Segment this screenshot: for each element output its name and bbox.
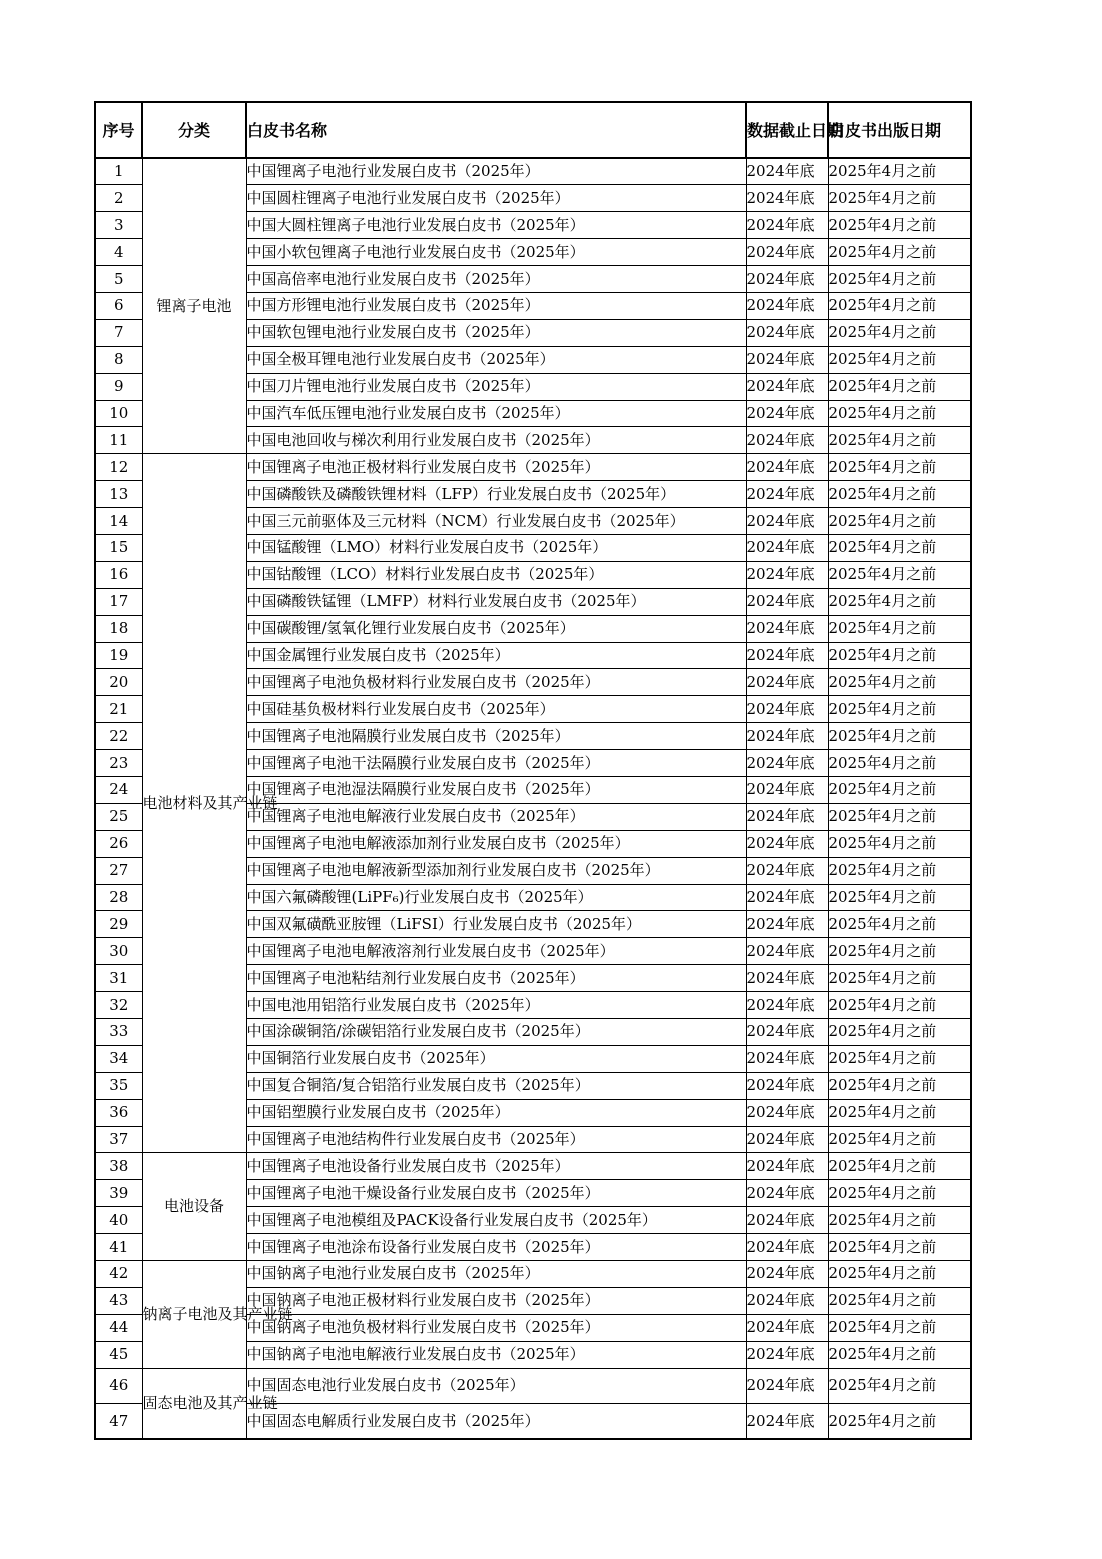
whitepaper-name: 中国固态电池行业发展白皮书（2025年）: [246, 1368, 746, 1404]
whitepaper-name: 中国磷酸铁及磷酸铁锂材料（LFP）行业发展白皮书（2025年）: [246, 481, 746, 508]
row-index: 35: [95, 1072, 142, 1099]
row-index: 15: [95, 534, 142, 561]
publish-date: 2025年4月之前: [828, 1368, 971, 1404]
publish-date: 2025年4月之前: [828, 1207, 971, 1234]
cutoff-date: 2024年底: [746, 319, 828, 346]
row-index: 16: [95, 561, 142, 588]
publish-date: 2025年4月之前: [828, 911, 971, 938]
cutoff-date: 2024年底: [746, 857, 828, 884]
row-index: 41: [95, 1234, 142, 1261]
publish-date: 2025年4月之前: [828, 1314, 971, 1341]
publish-date: 2025年4月之前: [828, 561, 971, 588]
publish-date: 2025年4月之前: [828, 1072, 971, 1099]
whitepaper-name: 中国方形锂电池行业发展白皮书（2025年）: [246, 292, 746, 319]
publish-date: 2025年4月之前: [828, 857, 971, 884]
row-index: 43: [95, 1287, 142, 1314]
whitepaper-name: 中国软包锂电池行业发展白皮书（2025年）: [246, 319, 746, 346]
publish-date: 2025年4月之前: [828, 938, 971, 965]
whitepaper-name: 中国锂离子电池电解液新型添加剂行业发展白皮书（2025年）: [246, 857, 746, 884]
cutoff-date: 2024年底: [746, 1207, 828, 1234]
row-index: 13: [95, 481, 142, 508]
row-index: 37: [95, 1126, 142, 1153]
row-index: 46: [95, 1368, 142, 1404]
category-cell: 电池设备: [142, 1153, 246, 1261]
row-index: 26: [95, 830, 142, 857]
cutoff-date: 2024年底: [746, 1341, 828, 1368]
cutoff-date: 2024年底: [746, 965, 828, 992]
publish-date: 2025年4月之前: [828, 1234, 971, 1261]
whitepaper-name: 中国小软包锂离子电池行业发展白皮书（2025年）: [246, 239, 746, 266]
row-index: 11: [95, 427, 142, 454]
whitepaper-name: 中国锰酸锂（LMO）材料行业发展白皮书（2025年）: [246, 534, 746, 561]
publish-date: 2025年4月之前: [828, 212, 971, 239]
row-index: 25: [95, 803, 142, 830]
row-index: 21: [95, 696, 142, 723]
publish-date: 2025年4月之前: [828, 158, 971, 185]
whitepaper-name: 中国钠离子电池负极材料行业发展白皮书（2025年）: [246, 1314, 746, 1341]
publish-date: 2025年4月之前: [828, 292, 971, 319]
header-row: [95, 102, 971, 158]
publish-date: 2025年4月之前: [828, 803, 971, 830]
whitepaper-name: 中国复合铜箔/复合铝箔行业发展白皮书（2025年）: [246, 1072, 746, 1099]
cutoff-date: 2024年底: [746, 1314, 828, 1341]
row-index: 24: [95, 776, 142, 803]
cutoff-date: 2024年底: [746, 1045, 828, 1072]
publish-date: 2025年4月之前: [828, 266, 971, 293]
cutoff-date: 2024年底: [746, 481, 828, 508]
cutoff-date: 2024年底: [746, 239, 828, 266]
cutoff-date: 2024年底: [746, 534, 828, 561]
row-index: 36: [95, 1099, 142, 1126]
cutoff-date: 2024年底: [746, 669, 828, 696]
cutoff-date: 2024年底: [746, 508, 828, 535]
cutoff-date: 2024年底: [746, 185, 828, 212]
table-row: [95, 1368, 971, 1404]
row-index: 30: [95, 938, 142, 965]
whitepaper-name: 中国锂离子电池电解液行业发展白皮书（2025年）: [246, 803, 746, 830]
row-index: 7: [95, 319, 142, 346]
row-index: 9: [95, 373, 142, 400]
whitepaper-name: 中国钠离子电池行业发展白皮书（2025年）: [246, 1261, 746, 1288]
cutoff-date: 2024年底: [746, 561, 828, 588]
cutoff-date: 2024年底: [746, 1234, 828, 1261]
publish-date: 2025年4月之前: [828, 239, 971, 266]
row-index: 34: [95, 1045, 142, 1072]
cutoff-date: 2024年底: [746, 1126, 828, 1153]
publish-date: 2025年4月之前: [828, 776, 971, 803]
cutoff-date: 2024年底: [746, 158, 828, 185]
whitepaper-name: 中国电池用铝箔行业发展白皮书（2025年）: [246, 992, 746, 1019]
table-body: [95, 158, 971, 1439]
whitepaper-name: 中国全极耳锂电池行业发展白皮书（2025年）: [246, 346, 746, 373]
row-index: 47: [95, 1404, 142, 1440]
whitepaper-name: 中国固态电解质行业发展白皮书（2025年）: [246, 1404, 746, 1440]
cutoff-date: 2024年底: [746, 642, 828, 669]
whitepaper-name: 中国大圆柱锂离子电池行业发展白皮书（2025年）: [246, 212, 746, 239]
row-index: 5: [95, 266, 142, 293]
row-index: 14: [95, 508, 142, 535]
cutoff-date: 2024年底: [746, 427, 828, 454]
whitepaper-name: 中国锂离子电池干法隔膜行业发展白皮书（2025年）: [246, 750, 746, 777]
cutoff-date: 2024年底: [746, 588, 828, 615]
whitepaper-name: 中国锂离子电池正极材料行业发展白皮书（2025年）: [246, 454, 746, 481]
row-index: 42: [95, 1261, 142, 1288]
whitepaper-name: 中国锂离子电池隔膜行业发展白皮书（2025年）: [246, 723, 746, 750]
whitepaper-name: 中国锂离子电池电解液溶剂行业发展白皮书（2025年）: [246, 938, 746, 965]
whitepaper-name: 中国锂离子电池湿法隔膜行业发展白皮书（2025年）: [246, 776, 746, 803]
publish-date: 2025年4月之前: [828, 185, 971, 212]
whitepaper-name: 中国汽车低压锂电池行业发展白皮书（2025年）: [246, 400, 746, 427]
whitepaper-name: 中国锂离子电池粘结剂行业发展白皮书（2025年）: [246, 965, 746, 992]
cutoff-date: 2024年底: [746, 884, 828, 911]
publish-date: 2025年4月之前: [828, 1261, 971, 1288]
whitepaper-name: 中国六氟磷酸锂(LiPF₆)行业发展白皮书（2025年）: [246, 884, 746, 911]
publish-date: 2025年4月之前: [828, 400, 971, 427]
whitepaper-name: 中国锂离子电池负极材料行业发展白皮书（2025年）: [246, 669, 746, 696]
header-name: 白皮书名称: [246, 102, 746, 158]
row-index: 39: [95, 1180, 142, 1207]
header-category: 分类: [142, 102, 246, 158]
row-index: 38: [95, 1153, 142, 1180]
category-cell: 固态电池及其产业链: [142, 1368, 246, 1439]
cutoff-date: 2024年底: [746, 1153, 828, 1180]
cutoff-date: 2024年底: [746, 346, 828, 373]
whitepaper-name: 中国锂离子电池干燥设备行业发展白皮书（2025年）: [246, 1180, 746, 1207]
header-publish: 白皮书出版日期: [828, 102, 971, 158]
cutoff-date: 2024年底: [746, 1099, 828, 1126]
publish-date: 2025年4月之前: [828, 723, 971, 750]
whitepaper-name: 中国三元前驱体及三元材料（NCM）行业发展白皮书（2025年）: [246, 508, 746, 535]
row-index: 1: [95, 158, 142, 185]
cutoff-date: 2024年底: [746, 750, 828, 777]
publish-date: 2025年4月之前: [828, 1153, 971, 1180]
cutoff-date: 2024年底: [746, 776, 828, 803]
cutoff-date: 2024年底: [746, 212, 828, 239]
table-row: [95, 454, 971, 481]
row-index: 6: [95, 292, 142, 319]
publish-date: 2025年4月之前: [828, 696, 971, 723]
whitepaper-name: 中国硅基负极材料行业发展白皮书（2025年）: [246, 696, 746, 723]
row-index: 40: [95, 1207, 142, 1234]
cutoff-date: 2024年底: [746, 830, 828, 857]
cutoff-date: 2024年底: [746, 1404, 828, 1440]
publish-date: 2025年4月之前: [828, 346, 971, 373]
cutoff-date: 2024年底: [746, 992, 828, 1019]
cutoff-date: 2024年底: [746, 292, 828, 319]
row-index: 8: [95, 346, 142, 373]
whitepaper-name: 中国圆柱锂离子电池行业发展白皮书（2025年）: [246, 185, 746, 212]
cutoff-date: 2024年底: [746, 1180, 828, 1207]
publish-date: 2025年4月之前: [828, 508, 971, 535]
publish-date: 2025年4月之前: [828, 750, 971, 777]
whitepaper-name: 中国钴酸锂（LCO）材料行业发展白皮书（2025年）: [246, 561, 746, 588]
category-cell: 钠离子电池及其产业链: [142, 1261, 246, 1369]
header-index: 序号: [95, 102, 142, 158]
row-index: 2: [95, 185, 142, 212]
row-index: 29: [95, 911, 142, 938]
whitepaper-name: 中国铝塑膜行业发展白皮书（2025年）: [246, 1099, 746, 1126]
whitepaper-name: 中国磷酸铁锰锂（LMFP）材料行业发展白皮书（2025年）: [246, 588, 746, 615]
publish-date: 2025年4月之前: [828, 454, 971, 481]
row-index: 3: [95, 212, 142, 239]
table-row: [95, 1261, 971, 1288]
publish-date: 2025年4月之前: [828, 1341, 971, 1368]
category-cell: 锂离子电池: [142, 158, 246, 454]
publish-date: 2025年4月之前: [828, 373, 971, 400]
cutoff-date: 2024年底: [746, 373, 828, 400]
cutoff-date: 2024年底: [746, 1019, 828, 1046]
publish-date: 2025年4月之前: [828, 830, 971, 857]
whitepaper-name: 中国锂离子电池行业发展白皮书（2025年）: [246, 158, 746, 185]
cutoff-date: 2024年底: [746, 1261, 828, 1288]
publish-date: 2025年4月之前: [828, 1180, 971, 1207]
row-index: 4: [95, 239, 142, 266]
publish-date: 2025年4月之前: [828, 1126, 971, 1153]
publish-date: 2025年4月之前: [828, 1404, 971, 1440]
whitepaper-name: 中国电池回收与梯次利用行业发展白皮书（2025年）: [246, 427, 746, 454]
publish-date: 2025年4月之前: [828, 884, 971, 911]
cutoff-date: 2024年底: [746, 938, 828, 965]
row-index: 18: [95, 615, 142, 642]
whitepaper-name: 中国锂离子电池设备行业发展白皮书（2025年）: [246, 1153, 746, 1180]
publish-date: 2025年4月之前: [828, 427, 971, 454]
row-index: 44: [95, 1314, 142, 1341]
category-cell: 电池材料及其产业链: [142, 454, 246, 1153]
publish-date: 2025年4月之前: [828, 481, 971, 508]
row-index: 19: [95, 642, 142, 669]
row-index: 23: [95, 750, 142, 777]
whitepaper-name: 中国金属锂行业发展白皮书（2025年）: [246, 642, 746, 669]
publish-date: 2025年4月之前: [828, 534, 971, 561]
publish-date: 2025年4月之前: [828, 319, 971, 346]
publish-date: 2025年4月之前: [828, 1019, 971, 1046]
table-row: [95, 158, 971, 185]
cutoff-date: 2024年底: [746, 696, 828, 723]
cutoff-date: 2024年底: [746, 1072, 828, 1099]
cutoff-date: 2024年底: [746, 911, 828, 938]
whitepaper-name: 中国钠离子电池电解液行业发展白皮书（2025年）: [246, 1341, 746, 1368]
whitepaper-table: [94, 101, 972, 1440]
row-index: 45: [95, 1341, 142, 1368]
whitepaper-name: 中国涂碳铜箔/涂碳铝箔行业发展白皮书（2025年）: [246, 1019, 746, 1046]
publish-date: 2025年4月之前: [828, 1287, 971, 1314]
publish-date: 2025年4月之前: [828, 1045, 971, 1072]
row-index: 28: [95, 884, 142, 911]
whitepaper-name: 中国锂离子电池结构件行业发展白皮书（2025年）: [246, 1126, 746, 1153]
cutoff-date: 2024年底: [746, 1287, 828, 1314]
whitepaper-name: 中国锂离子电池模组及PACK设备行业发展白皮书（2025年）: [246, 1207, 746, 1234]
cutoff-date: 2024年底: [746, 454, 828, 481]
whitepaper-name: 中国铜箔行业发展白皮书（2025年）: [246, 1045, 746, 1072]
row-index: 31: [95, 965, 142, 992]
cutoff-date: 2024年底: [746, 615, 828, 642]
whitepaper-name: 中国刀片锂电池行业发展白皮书（2025年）: [246, 373, 746, 400]
cutoff-date: 2024年底: [746, 400, 828, 427]
row-index: 27: [95, 857, 142, 884]
header-cutoff: 数据截止日期: [746, 102, 828, 158]
publish-date: 2025年4月之前: [828, 992, 971, 1019]
row-index: 12: [95, 454, 142, 481]
whitepaper-name: 中国钠离子电池正极材料行业发展白皮书（2025年）: [246, 1287, 746, 1314]
row-index: 22: [95, 723, 142, 750]
publish-date: 2025年4月之前: [828, 588, 971, 615]
row-index: 20: [95, 669, 142, 696]
row-index: 33: [95, 1019, 142, 1046]
cutoff-date: 2024年底: [746, 1368, 828, 1404]
publish-date: 2025年4月之前: [828, 1099, 971, 1126]
whitepaper-name: 中国双氟磺酰亚胺锂（LiFSI）行业发展白皮书（2025年）: [246, 911, 746, 938]
whitepaper-name: 中国高倍率电池行业发展白皮书（2025年）: [246, 266, 746, 293]
publish-date: 2025年4月之前: [828, 615, 971, 642]
cutoff-date: 2024年底: [746, 723, 828, 750]
row-index: 10: [95, 400, 142, 427]
row-index: 32: [95, 992, 142, 1019]
publish-date: 2025年4月之前: [828, 642, 971, 669]
publish-date: 2025年4月之前: [828, 669, 971, 696]
whitepaper-name: 中国锂离子电池电解液添加剂行业发展白皮书（2025年）: [246, 830, 746, 857]
cutoff-date: 2024年底: [746, 803, 828, 830]
row-index: 17: [95, 588, 142, 615]
table-row: [95, 1153, 971, 1180]
publish-date: 2025年4月之前: [828, 965, 971, 992]
whitepaper-name: 中国锂离子电池涂布设备行业发展白皮书（2025年）: [246, 1234, 746, 1261]
cutoff-date: 2024年底: [746, 266, 828, 293]
whitepaper-name: 中国碳酸锂/氢氧化锂行业发展白皮书（2025年）: [246, 615, 746, 642]
